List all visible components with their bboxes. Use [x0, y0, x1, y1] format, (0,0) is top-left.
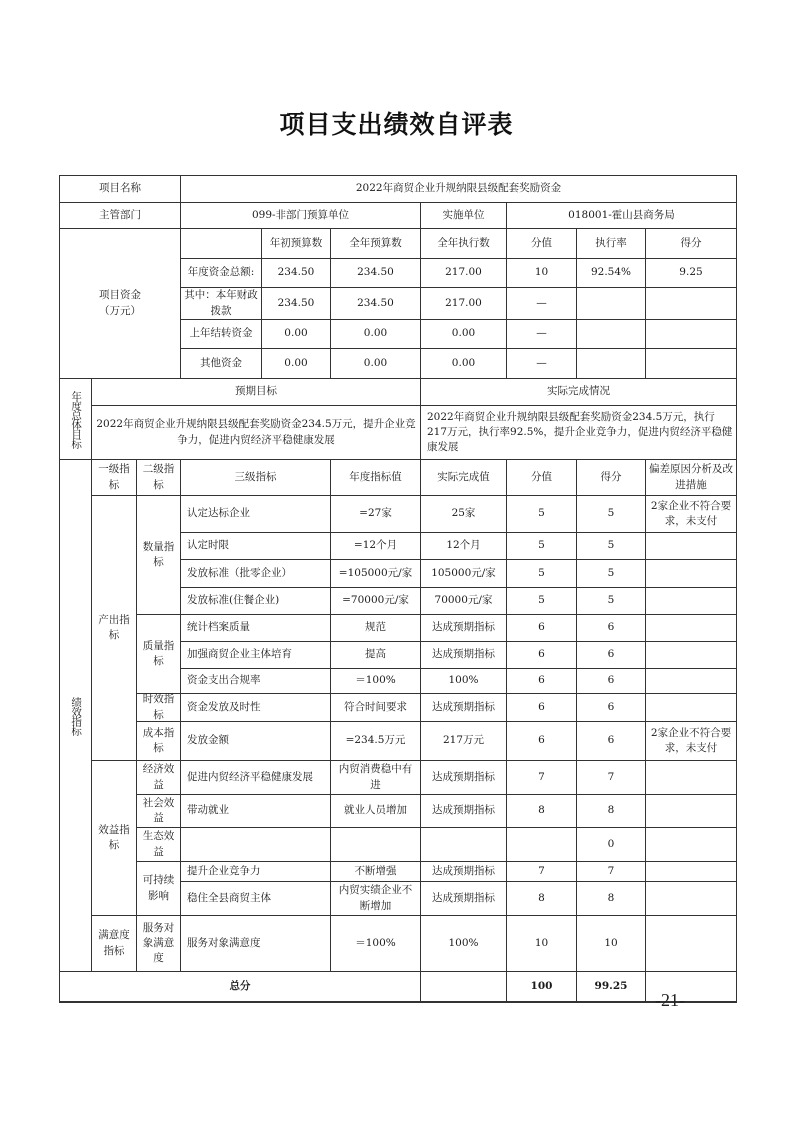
indicator-target: 就业人员增加: [330, 794, 421, 828]
indicator-weight: 8: [506, 881, 577, 916]
indicator-score: 0: [576, 827, 646, 862]
indicator-name: 认定时限: [180, 532, 331, 560]
indicator-actual: 100%: [420, 915, 507, 972]
indicator-target: =12个月: [330, 532, 421, 560]
indicator-score: 8: [576, 881, 646, 916]
indicator-actual: 70000元/家: [420, 587, 507, 615]
funds-cell-score: 9.25: [645, 258, 737, 288]
funds-cell-annual: 234.50: [330, 287, 421, 320]
indicator-actual: 100%: [420, 668, 507, 694]
indicator-remark: [645, 915, 737, 972]
indicator-name: [180, 827, 331, 862]
indicator-remark: [645, 693, 737, 722]
indicator-target: 内贸实绩企业不断增加: [330, 881, 421, 916]
subgroup-ecological: 生态效益: [136, 827, 181, 862]
subgroup-service: 服务对象满意度: [136, 915, 181, 972]
project-name-value: 2022年商贸企业升规纳限县级配套奖励资金: [180, 175, 737, 203]
indicator-target: 规范: [330, 614, 421, 642]
indicator-weight: 5: [506, 587, 577, 615]
indicator-name: 发放标准(住餐企业): [180, 587, 331, 615]
funds-cell-rate: 92.54%: [576, 258, 646, 288]
indicator-score: 6: [576, 668, 646, 694]
indicator-remark: [645, 827, 737, 862]
group-output: 产出指标: [91, 495, 137, 761]
funds-cell-score_weight: —: [506, 287, 577, 320]
indicator-actual: [420, 827, 507, 862]
funds-cell-score: [645, 348, 737, 379]
indicator-remark: [645, 861, 737, 882]
dept-label: 主管部门: [59, 202, 181, 229]
indicator-target: [330, 827, 421, 862]
indicator-score: 6: [576, 721, 646, 761]
total-score: 99.25: [576, 971, 646, 1002]
indicator-score: 5: [576, 587, 646, 615]
indicator-name: 资金发放及时性: [180, 693, 331, 722]
indicator-score: 6: [576, 693, 646, 722]
funds-cell-executed: 0.00: [420, 319, 507, 349]
indicator-actual: 达成预期指标: [420, 693, 507, 722]
page-title: 项目支出绩效自评表: [279, 110, 514, 139]
indicator-weight: 7: [506, 861, 577, 882]
indicator-actual: 12个月: [420, 532, 507, 560]
indicator-name: 认定达标企业: [180, 495, 331, 533]
indicator-actual: 达成预期指标: [420, 760, 507, 795]
indicator-target: =70000元/家: [330, 587, 421, 615]
subgroup-economic: 经济效益: [136, 760, 181, 795]
indicator-target: 内贸消费稳中有进: [330, 760, 421, 795]
indicator-weight: 6: [506, 721, 577, 761]
funds-cell-rate: [576, 287, 646, 320]
indicator-remark: 2家企业不符合要求，未支付: [645, 495, 737, 533]
indicator-actual: 105000元/家: [420, 559, 507, 588]
goals-label: 年度总体目标: [59, 378, 92, 460]
indicator-remark: [645, 614, 737, 642]
subgroup-cost: 成本指标: [136, 721, 181, 761]
indicator-header-score: 得分: [576, 459, 646, 496]
subgroup-timeliness: 时效指标: [136, 693, 181, 722]
indicator-header-level2: 二级指标: [136, 459, 181, 496]
funds-cell-rate: [576, 319, 646, 349]
indicator-score: 10: [576, 915, 646, 972]
indicator-name: 加强商贸企业主体培育: [180, 641, 331, 669]
expected-goal-text: 2022年商贸企业升规纳限县级配套奖励资金234.5万元，提升企业竞争力，促进内贸经济平稳健康发展: [91, 405, 421, 460]
subgroup-quality: 质量指标: [136, 614, 181, 694]
funds-cell-annual: 234.50: [330, 258, 421, 288]
funds-label: 项目资金 （万元）: [59, 228, 181, 379]
indicator-target: =234.5万元: [330, 721, 421, 761]
indicator-header-level3: 三级指标: [180, 459, 331, 496]
funds-cell-score_weight: 10: [506, 258, 577, 288]
indicator-header-actual: 实际完成值: [420, 459, 507, 496]
funds-cell-annual: 0.00: [330, 348, 421, 379]
indicator-weight: 6: [506, 614, 577, 642]
indicator-actual: 达成预期指标: [420, 861, 507, 882]
indicator-target: ＝100%: [330, 668, 421, 694]
funds-cell-initial: 0.00: [261, 319, 331, 349]
impl-unit-label: 实施单位: [420, 202, 507, 229]
group-satisfaction: 满意度指标: [91, 915, 137, 972]
indicator-name: 服务对象满意度: [180, 915, 331, 972]
indicator-target: 不断增强: [330, 861, 421, 882]
indicator-score: 6: [576, 641, 646, 669]
funds-cell-executed: 217.00: [420, 258, 507, 288]
indicator-name: 发放金额: [180, 721, 331, 761]
indicator-name: 发放标准（批零企业）: [180, 559, 331, 588]
indicator-remark: [645, 794, 737, 828]
indicator-remark: [645, 587, 737, 615]
funds-cell-name: 其中：本年财政拨款: [180, 287, 262, 320]
indicator-score: 5: [576, 559, 646, 588]
funds-cell-annual: 0.00: [330, 319, 421, 349]
indicator-weight: 5: [506, 532, 577, 560]
funds-header-cell: 全年执行数: [420, 228, 507, 259]
indicator-weight: 7: [506, 760, 577, 795]
funds-cell-executed: 0.00: [420, 348, 507, 379]
dept-value: 099-非部门预算单位: [180, 202, 421, 229]
indicator-name: 统计档案质量: [180, 614, 331, 642]
actual-goal-header: 实际完成情况: [420, 378, 737, 406]
indicator-name: 提升企业竞争力: [180, 861, 331, 882]
funds-cell-initial: 0.00: [261, 348, 331, 379]
indicator-score: 5: [576, 495, 646, 533]
funds-header-cell: 得分: [645, 228, 737, 259]
funds-cell-rate: [576, 348, 646, 379]
indicator-weight: 6: [506, 668, 577, 694]
indicator-actual: 达成预期指标: [420, 794, 507, 828]
indicator-remark: [645, 532, 737, 560]
funds-cell-name: 年度资金总额:: [180, 258, 262, 288]
funds-header-cell: [180, 228, 262, 259]
indicator-remark: 2家企业不符合要求，未支付: [645, 721, 737, 761]
funds-cell-executed: 217.00: [420, 287, 507, 320]
funds-cell-initial: 234.50: [261, 287, 331, 320]
impl-unit-value: 018001-霍山县商务局: [506, 202, 737, 229]
indicator-remark: [645, 641, 737, 669]
funds-cell-name: 其他资金: [180, 348, 262, 379]
indicator-name: 带动就业: [180, 794, 331, 828]
page-number: -21-: [655, 990, 685, 1010]
group-benefit: 效益指标: [91, 760, 137, 916]
indicator-remark: [645, 668, 737, 694]
funds-header-cell: 执行率: [576, 228, 646, 259]
indicator-header-remark: 偏差原因分析及改进措施: [645, 459, 737, 496]
indicator-remark: [645, 881, 737, 916]
indicator-name: 促进内贸经济平稳健康发展: [180, 760, 331, 795]
indicator-weight: 10: [506, 915, 577, 972]
expected-goal-header: 预期目标: [91, 378, 421, 406]
indicator-header-weight: 分值: [506, 459, 577, 496]
subgroup-sustainable: 可持续影响: [136, 861, 181, 916]
funds-cell-score: [645, 319, 737, 349]
indicator-weight: 6: [506, 693, 577, 722]
indicator-score: 8: [576, 794, 646, 828]
indicator-remark: [645, 559, 737, 588]
indicator-score: 6: [576, 614, 646, 642]
funds-cell-score_weight: —: [506, 348, 577, 379]
indicator-weight: 5: [506, 559, 577, 588]
total-weight: 100: [506, 971, 577, 1002]
funds-cell-initial: 234.50: [261, 258, 331, 288]
funds-cell-score: [645, 287, 737, 320]
funds-cell-name: 上年结转资金: [180, 319, 262, 349]
indicator-score: 7: [576, 861, 646, 882]
indicator-weight: 6: [506, 641, 577, 669]
total-label: 总分: [59, 971, 421, 1002]
indicator-name: 资金支出合规率: [180, 668, 331, 694]
funds-cell-score_weight: —: [506, 319, 577, 349]
indicators-label: 绩效指标: [59, 459, 92, 972]
indicator-weight: 5: [506, 495, 577, 533]
indicator-target: =105000元/家: [330, 559, 421, 588]
subgroup-social: 社会效益: [136, 794, 181, 828]
indicator-header-level1: 一级指标: [91, 459, 137, 496]
funds-header-cell: 全年预算数: [330, 228, 421, 259]
indicator-score: 5: [576, 532, 646, 560]
indicator-actual: 达成预期指标: [420, 881, 507, 916]
funds-header-cell: 年初预算数: [261, 228, 331, 259]
indicator-target: =27家: [330, 495, 421, 533]
indicator-target: 提高: [330, 641, 421, 669]
total-empty: [420, 971, 507, 1002]
indicator-actual: 达成预期指标: [420, 641, 507, 669]
indicator-actual: 217万元: [420, 721, 507, 761]
indicator-actual: 达成预期指标: [420, 614, 507, 642]
subgroup-quantity: 数量指标: [136, 495, 181, 615]
project-name-label: 项目名称: [59, 175, 181, 203]
indicator-target: ＝100%: [330, 915, 421, 972]
indicator-name: 稳住全县商贸主体: [180, 881, 331, 916]
indicator-target: 符合时间要求: [330, 693, 421, 722]
indicator-weight: [506, 827, 577, 862]
indicator-actual: 25家: [420, 495, 507, 533]
funds-header-cell: 分值: [506, 228, 577, 259]
indicator-header-target: 年度指标值: [330, 459, 421, 496]
indicator-remark: [645, 760, 737, 795]
actual-goal-text: 2022年商贸企业升规纳限县级配套奖励资金234.5万元，执行217万元，执行率92.5%，提升企业竞争力，促进内贸经济平稳健康发展: [420, 405, 737, 460]
indicator-score: 7: [576, 760, 646, 795]
indicator-weight: 8: [506, 794, 577, 828]
